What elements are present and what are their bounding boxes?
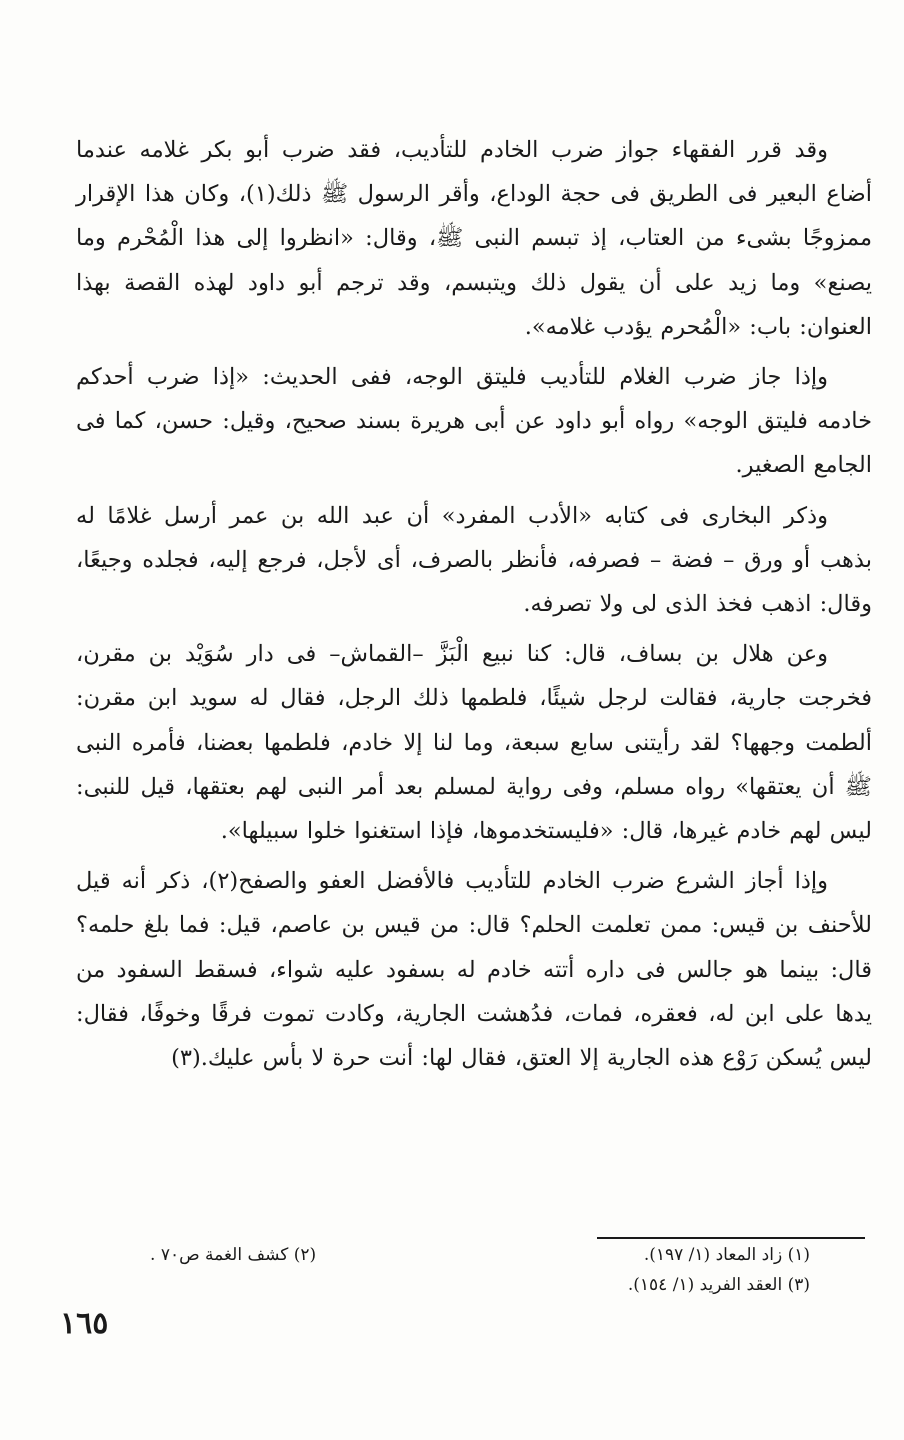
paragraph-3: وذكر البخارى فى كتابه «الأدب المفرد» أن عبد الله بن عمر أرسل غلامًا له بذهب أو ورق – فضة – فصرفه، فأنظر بالصرف، أى لأجل، فرجع إليه، فجلده وجيعًا، وقال: اذهب فخذ الذى لى ولا تصرفه. <box>76 502 872 618</box>
footnote-divider <box>597 1237 865 1239</box>
paragraph-4: وعن هلال بن بساف، قال: كنا نبيع الْبَزَّ –القماش– فى دار سُوَيْد بن مقرن، فخرجت جارية، فقالت لرجل شيئًا، فلطمها ذلك الرجل، فقال له سويد ابن مقرن: ألطمت وجهها؟ لقد رأيتنى سابع سبعة، وما لنا إلا خادم، فلطمها بعضنا، فأمره النبى ﷺ أن يعتقها» رواه مسلم، وفى رواية لمسلم بعد أمر النبى لهم بعتقها، قيل للنبى: ليس لهم خادم غيرها، قال: «فليستخدموها، فإذا استغنوا خلوا سبيلها». <box>76 641 872 845</box>
main-text <box>76 128 872 1086</box>
paragraph-1: وقد قرر الفقهاء جواز ضرب الخادم للتأديب، فقد ضرب أبو بكر غلامه عندما أضاع البعير فى الطريق فى حجة الوداع، وأقر الرسول ﷺ ذلك(١)، وكان هذا الإقرار ممزوجًا بشىء من العتاب، إذ تبسم النبى ﷺ، وقال: «انظروا إلى هذا الْمُحْرم وما يصنع» وما زيد على أن يقول ذلك ويتبسم، وقد ترجم أبو داود لهذه القصة بهذا العنوان: باب: «الْمُحرم يؤدب غلامه». <box>76 137 873 340</box>
footnote-1: (١) زاد المعاد (١/ ١٩٧). <box>643 1245 810 1265</box>
footnote-row <box>150 1240 810 1270</box>
paragraph-2: وإذا جاز ضرب الغلام للتأديب فليتق الوجه، ففى الحديث: «إذا ضرب أحدكم خادمه فليتق الوجه» رواه أبو داود عن أبى هريرة بسند صحيح، وقيل: حسن، كما فى الجامع الصغير. <box>76 364 872 479</box>
footnote-row <box>150 1270 810 1300</box>
footnote-2: (٢) كشف الغمة ص٧٠ . <box>150 1245 317 1265</box>
footnote-3: (٣) العقد الفريد (١/ ١٥٤). <box>627 1275 810 1295</box>
footnotes <box>150 1240 810 1300</box>
paragraph-5: وإذا أجاز الشرع ضرب الخادم للتأديب فالأفضل العفو والصفح(٢)، ذكر أنه قيل للأحنف بن قيس: ممن تعلمت الحلم؟ قال: من قيس بن عاصم، قيل: فما بلغ حلمه؟ قال: بينما هو جالس فى داره أتته خادم له بسفود عليه شواء، فسقط السفود من يدها على ابن له، فعقره، فمات، فدُهشت الجارية، وكادت تموت فرقًا وخوفًا، فقال: ليس يُسكن رَوْع هذه الجارية إلا العتق، فقال لها: أنت حرة لا بأس عليك.(٣) <box>76 868 872 1072</box>
page-number: ١٦٥ <box>60 1306 109 1341</box>
